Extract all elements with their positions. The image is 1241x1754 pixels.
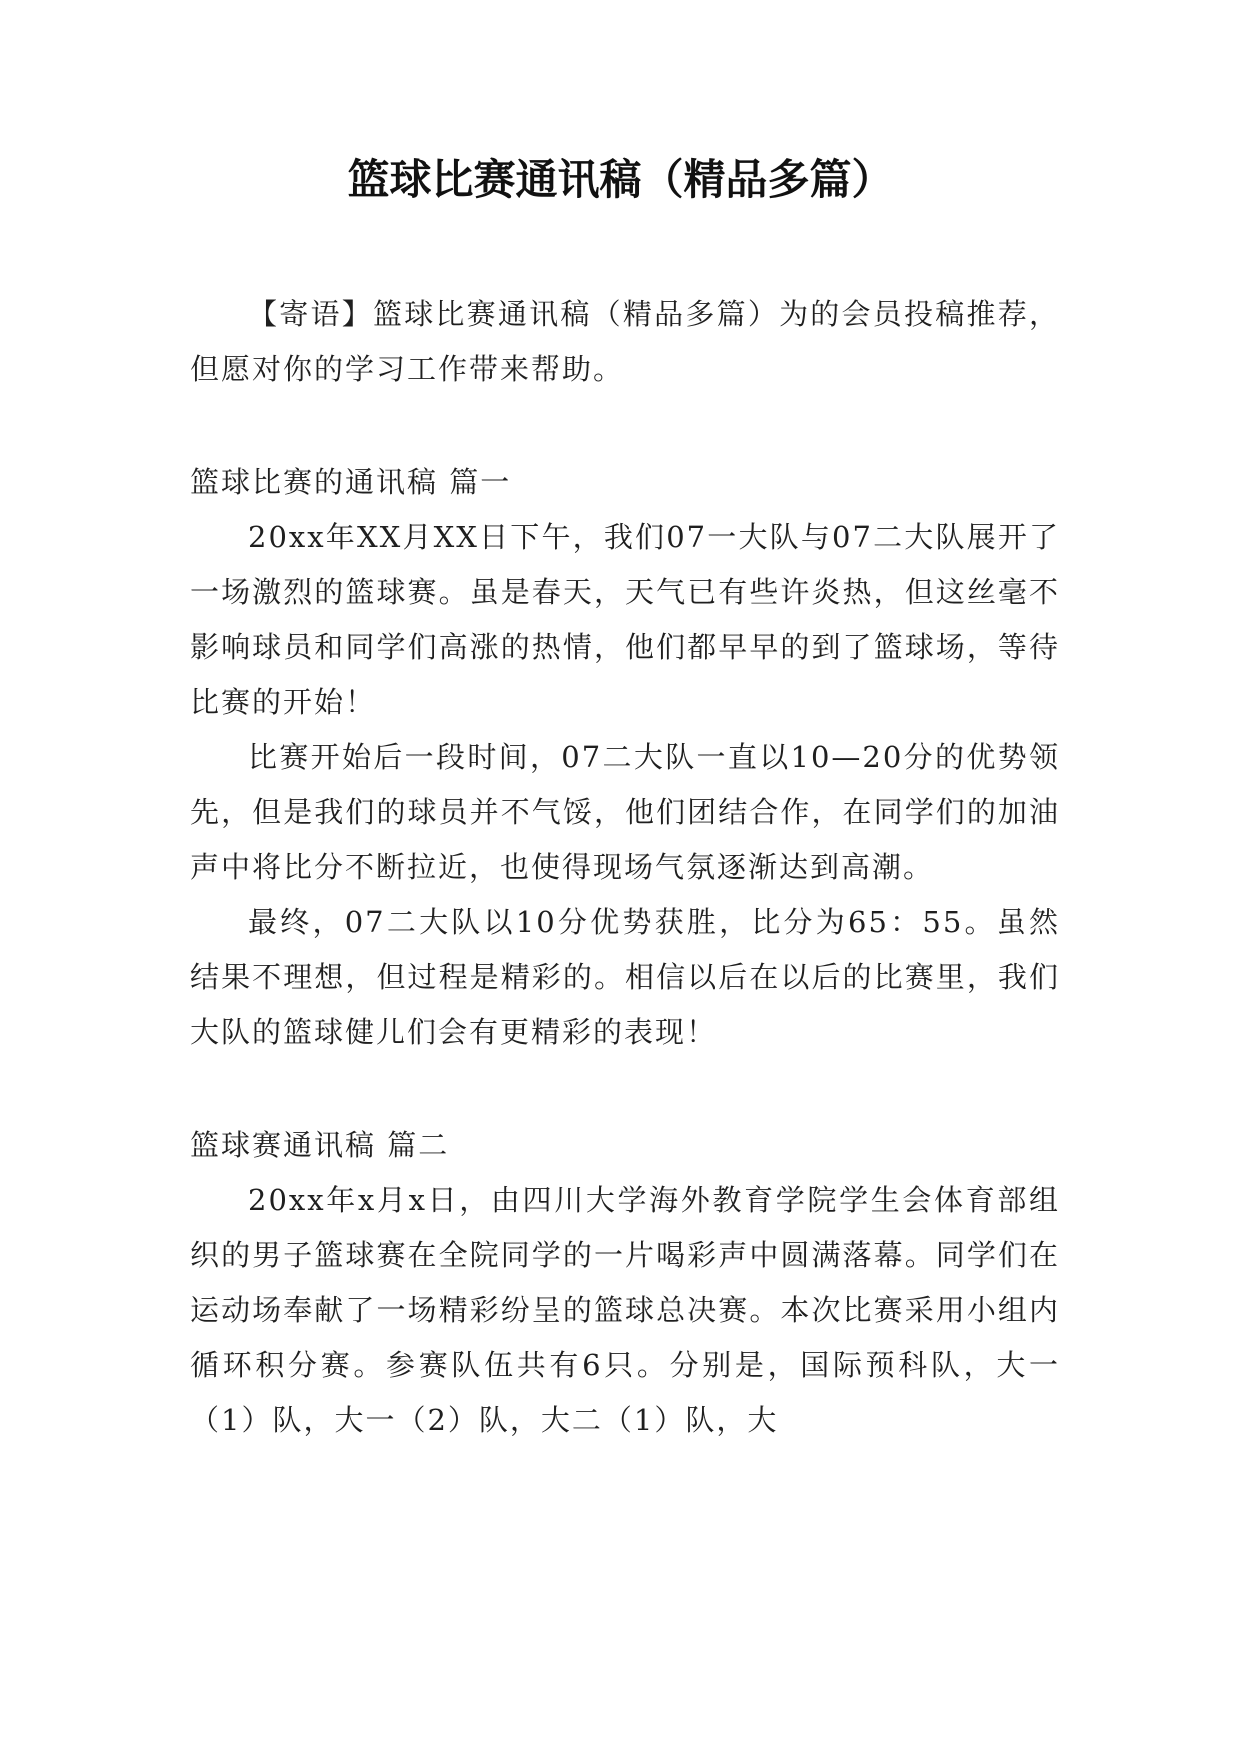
section-heading: 篮球赛通讯稿 篇二 xyxy=(190,1128,450,1162)
section-heading: 篮球比赛的通讯稿 篇一 xyxy=(190,465,512,499)
document-title: 篮球比赛通讯稿（精品多篇） xyxy=(347,155,894,204)
document-body xyxy=(190,287,1060,1448)
body-paragraph: 比赛开始后一段时间，07二大队一直以10—20分的优势领先，但是我们的球员并不气馁，他们团结合作，在同学们的加油声中将比分不断拉近，也使得现场气氛逐渐达到高潮。 xyxy=(190,740,1060,884)
body-paragraph: 20xx年x月x日，由四川大学海外教育学院学生会体育部组织的男子篮球赛在全院同学的一片喝彩声中圆满落幕。同学们在运动场奉献了一场精彩纷呈的篮球总决赛。本次比赛采用小组内循环积分赛。参赛队伍共有6只。分别是，国际预科队，大一（1）队，大一（2）队，大二（1）队，大 xyxy=(190,1183,1060,1437)
body-paragraph: 20xx年XX月XX日下午，我们07一大队与07二大队展开了一场激烈的篮球赛。虽是春天，天气已有些许炎热，但这丝毫不影响球员和同学们高涨的热情，他们都早早的到了篮球场，等待比赛的开始！ xyxy=(190,520,1060,719)
intro-paragraph: 【寄语】篮球比赛通讯稿（精品多篇）为的会员投稿推荐，但愿对你的学习工作带来帮助。 xyxy=(190,297,1060,386)
body-paragraph: 最终，07二大队以10分优势获胜，比分为65：55。虽然结果不理想，但过程是精彩的。相信以后在以后的比赛里，我们大队的篮球健儿们会有更精彩的表现！ xyxy=(190,905,1060,1049)
